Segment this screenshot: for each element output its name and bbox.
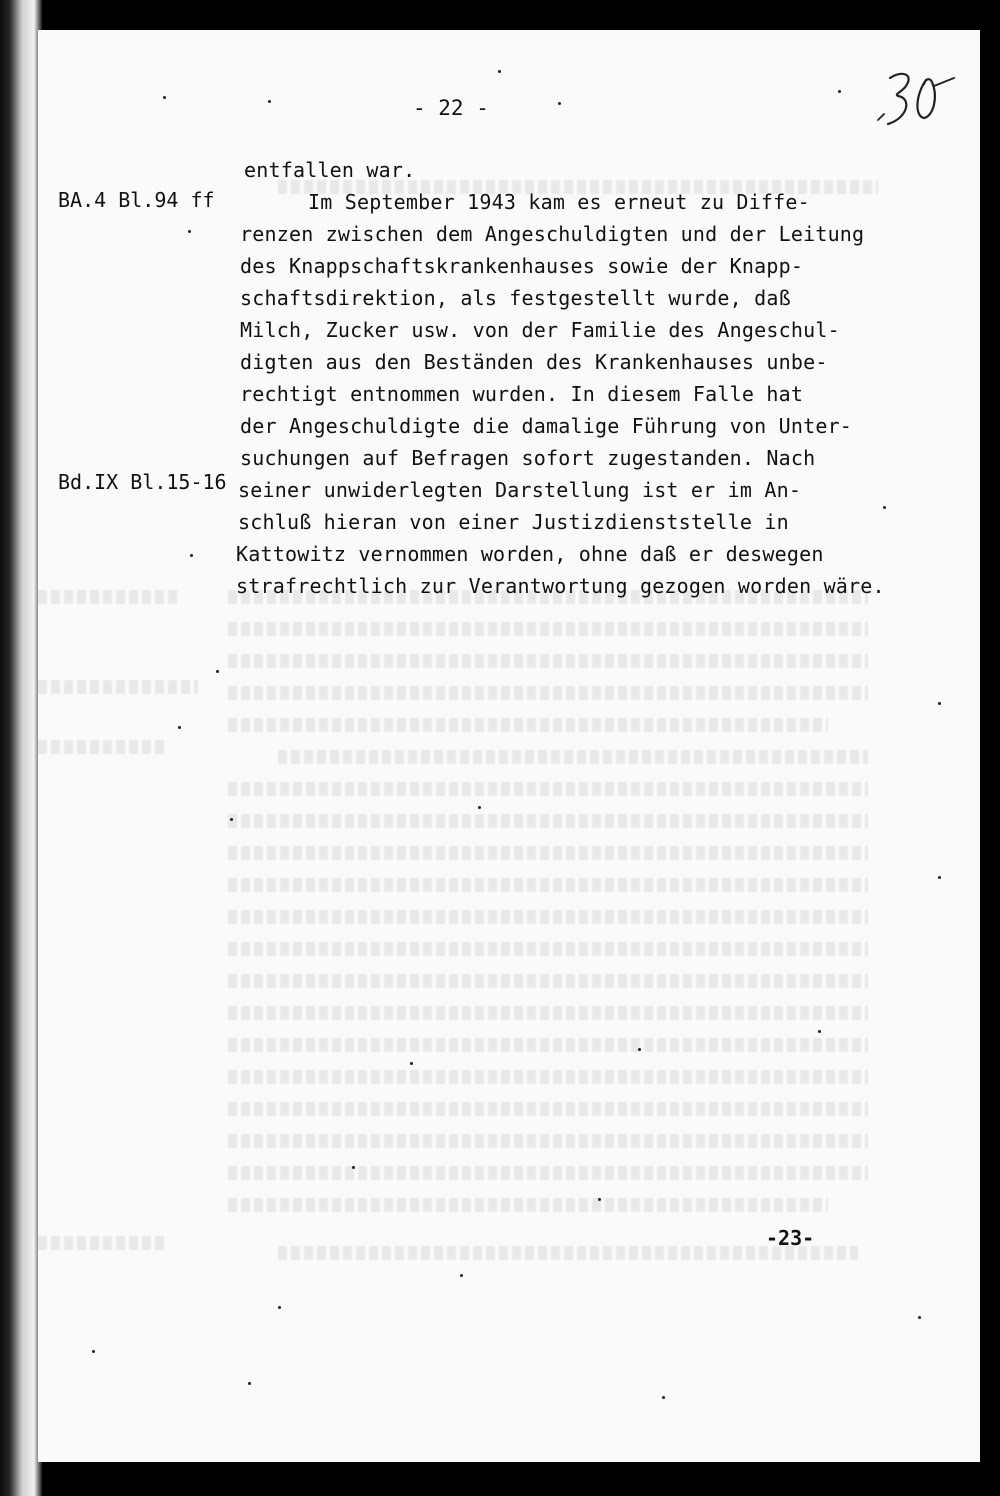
text-line: suchungen auf Befragen sofort zugestanden. Nach: [240, 446, 816, 470]
text-line: Milch, Zucker usw. von der Familie des Angeschul-: [240, 318, 840, 342]
text-line: schluß hieran von einer Justizdienststelle in: [238, 510, 789, 534]
margin-ref: BA.4 Bl.94 ff: [58, 188, 215, 212]
text-line: des Knappschaftskrankenhauses sowie der Knapp-: [240, 254, 804, 278]
text-line: schaftsdirektion, als festgestellt wurde, daß: [240, 286, 791, 310]
text-line: Im September 1943 kam es erneut zu Diffe-: [308, 190, 810, 214]
text-line: Kattowitz vernommen worden, ohne daß er deswegen: [236, 542, 824, 566]
document-page: [38, 30, 980, 1462]
text-line: rechtigt entnommen wurden. In diesem Falle hat: [240, 382, 804, 406]
next-page-marker: -23-: [766, 1226, 815, 1250]
text-line: entfallen war.: [244, 158, 416, 182]
margin-ref: Bd.IX Bl.15-16: [58, 470, 227, 494]
handwritten-folio-mark: [868, 66, 958, 136]
text-line: strafrechtlich zur Verantwortung gezogen worden wäre.: [236, 574, 885, 598]
text-line: renzen zwischen dem Angeschuldigten und der Leitung: [240, 222, 865, 246]
page-number: - 22 -: [413, 96, 489, 120]
text-line: digten aus den Beständen des Krankenhauses unbe-: [240, 350, 828, 374]
text-line: seiner unwiderlegten Darstellung ist er im An-: [238, 478, 802, 502]
text-line: der Angeschuldigte die damalige Führung von Unter-: [240, 414, 853, 438]
binding-strip: [0, 0, 42, 1496]
